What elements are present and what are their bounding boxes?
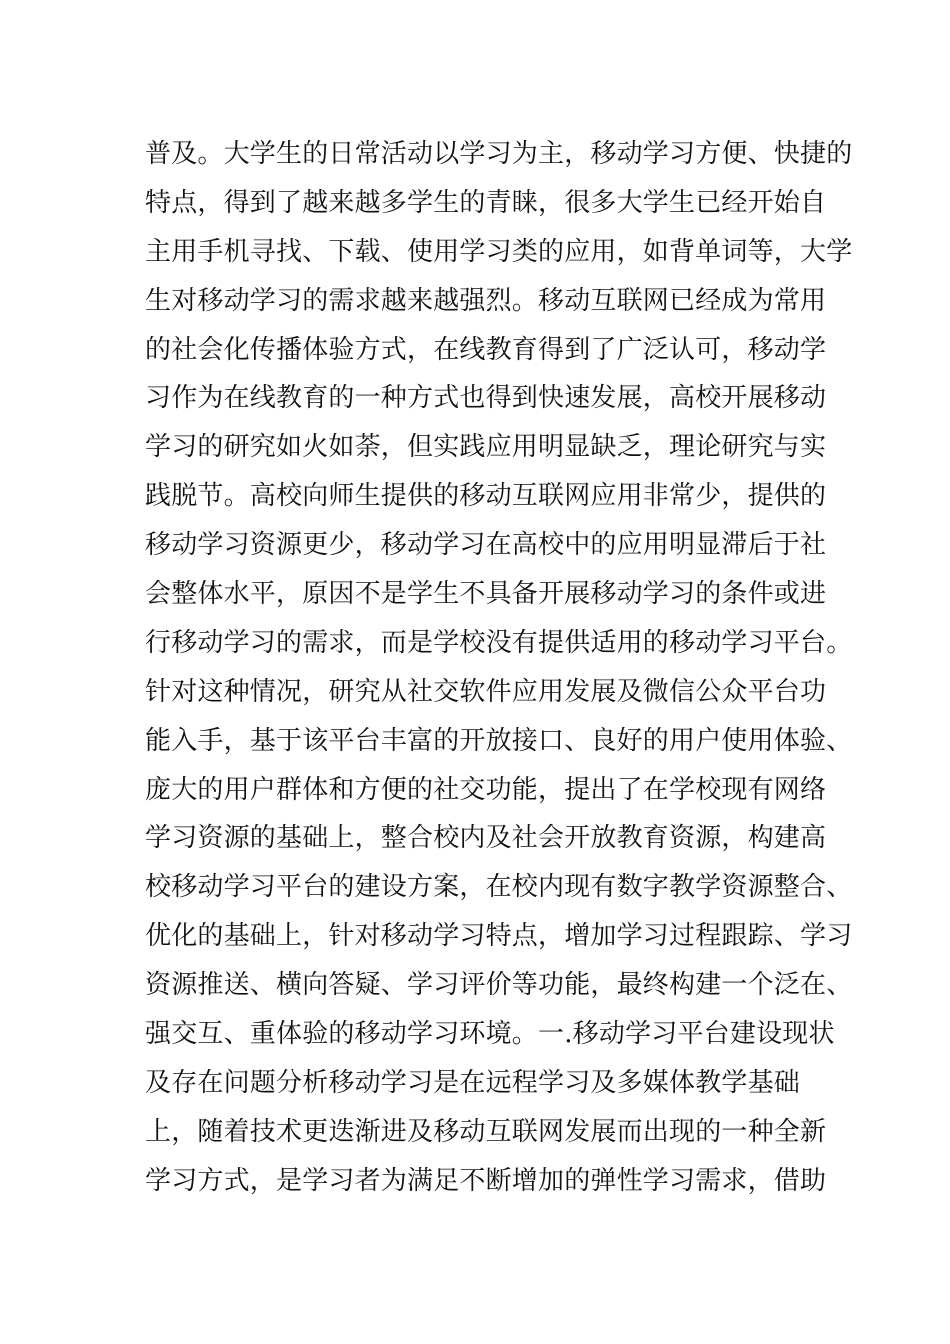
text-line: 普及。大学生的日常活动以学习为主，移动学习方便、快捷的 (145, 139, 853, 169)
text-line: 学习资源的基础上，整合校内及社会开放教育资源，构建高 (145, 823, 827, 854)
text-line: 优化的基础上，针对移动学习特点，增加学习过程跟踪、学习 (145, 921, 853, 952)
text-line: 上，随着技术更迭渐进及移动互联网发展而出现的一种全新 (145, 1116, 827, 1147)
text-line: 行移动学习的需求，而是学校没有提供适用的移动学习平台。 (145, 627, 853, 658)
text-line: 践脱节。高校向师生提供的移动互联网应用非常少，提供的 (145, 481, 827, 512)
text-line: 学习方式，是学习者为满足不断增加的弹性学习需求，借助 (145, 1165, 827, 1196)
text-line: 会整体水平，原因不是学生不具备开展移动学习的条件或进 (145, 579, 827, 610)
text-line: 主用手机寻找、下载、使用学习类的应用，如背单词等，大学 (145, 236, 853, 267)
text-line: 学习的研究如火如荼，但实践应用明显缺乏，理论研究与实 (145, 432, 827, 463)
text-line: 特点，得到了越来越多学生的青睐，很多大学生已经开始自 (145, 187, 827, 218)
body-text (145, 130, 853, 1206)
text-line: 生对移动学习的需求越来越强烈。移动互联网已经成为常用 (145, 285, 827, 316)
text-line: 习作为在线教育的一种方式也得到快速发展，高校开展移动 (145, 383, 827, 414)
text-line: 能入手，基于该平台丰富的开放接口、良好的用户使用体验、 (145, 725, 853, 756)
text-line: 移动学习资源更少，移动学习在高校中的应用明显滞后于社 (145, 530, 827, 561)
text-line: 针对这种情况，研究从社交软件应用发展及微信公众平台功 (145, 676, 827, 707)
text-line: 校移动学习平台的建设方案，在校内现有数字教学资源整合、 (145, 872, 853, 903)
text-line: 的社会化传播体验方式，在线教育得到了广泛认可，移动学 (145, 334, 827, 365)
text-line: 庞大的用户群体和方便的社交功能，提出了在学校现有网络 (145, 774, 827, 805)
text-line: 强交互、重体验的移动学习环境。一.移动学习平台建设现状 (145, 1019, 835, 1050)
text-line: 及存在问题分析移动学习是在远程学习及多媒体教学基础 (145, 1067, 801, 1098)
text-line: 资源推送、横向答疑、学习评价等功能，最终构建一个泛在、 (145, 970, 853, 1001)
